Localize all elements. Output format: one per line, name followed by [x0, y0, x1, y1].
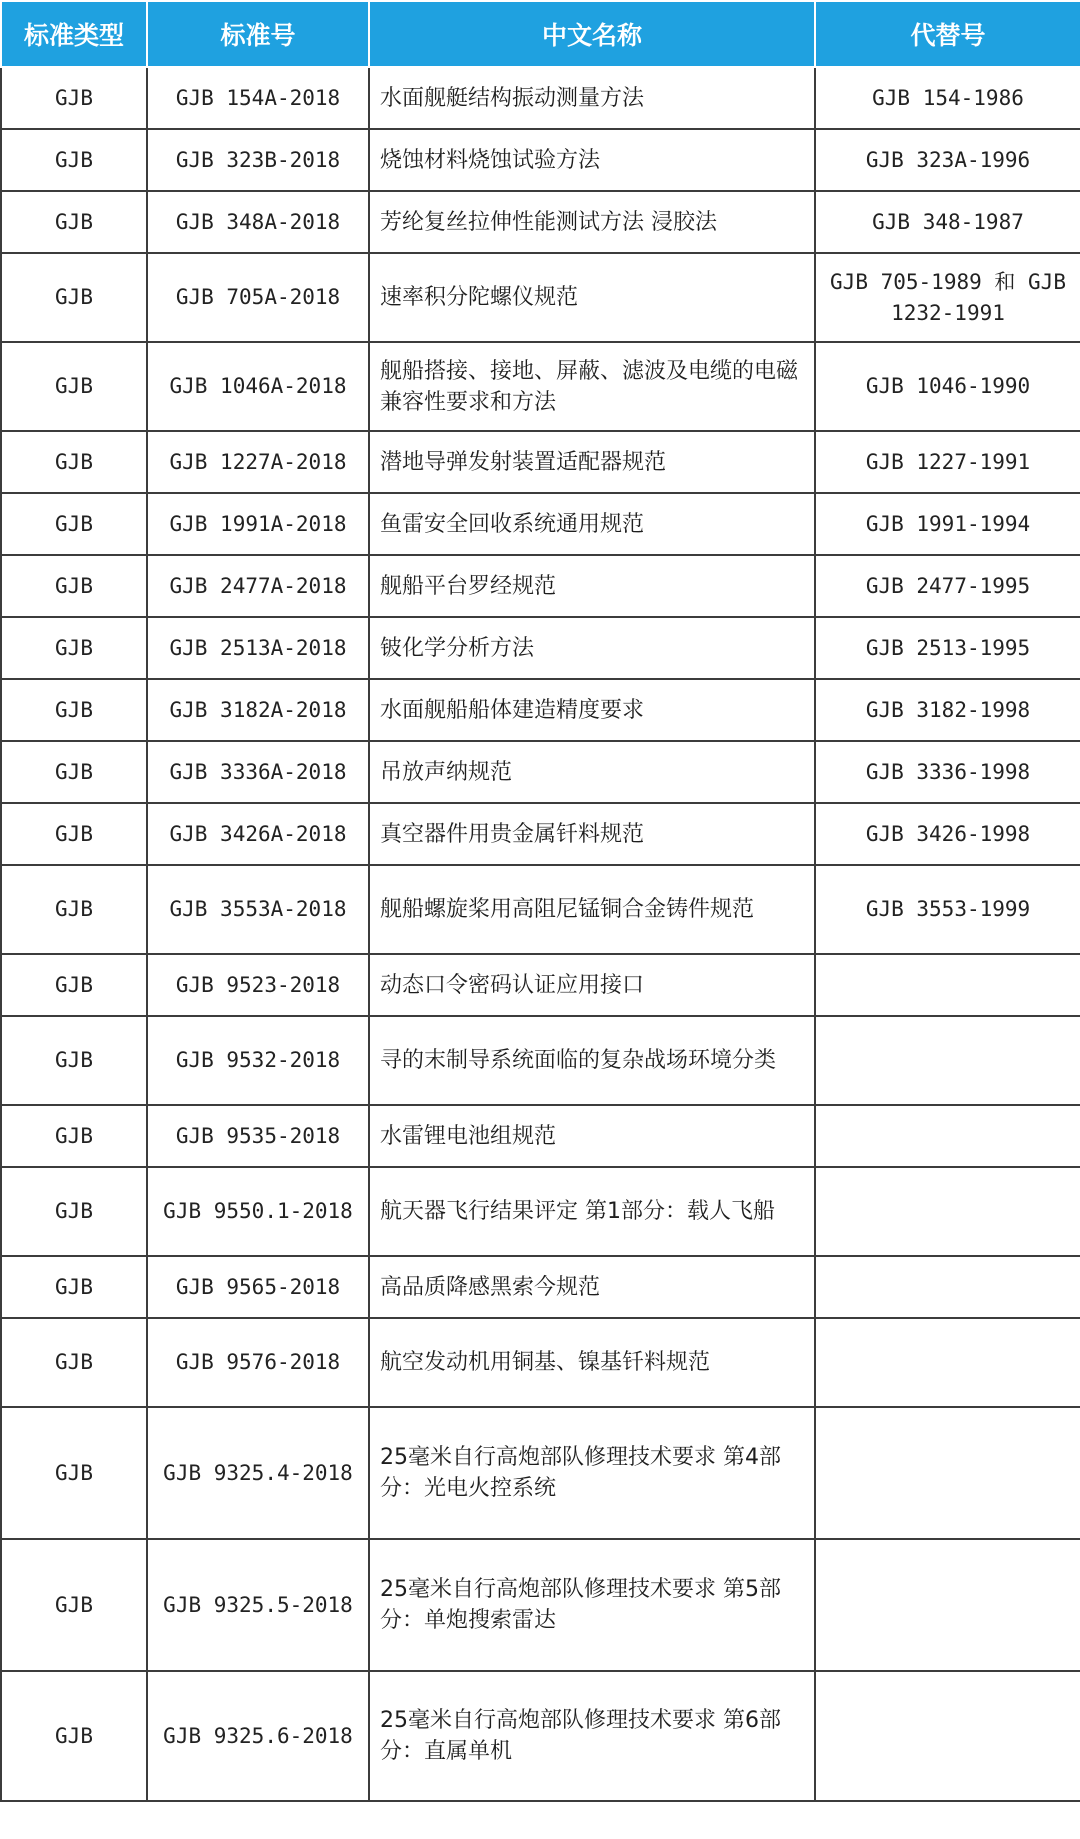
- cell-number: GJB 154A-2018: [147, 67, 369, 129]
- cell-replace: [815, 1671, 1080, 1801]
- cell-number: GJB 1046A-2018: [147, 342, 369, 431]
- table-row: [1, 865, 1080, 954]
- table-row: [1, 1105, 1080, 1167]
- cell-replace: GJB 3336-1998: [815, 741, 1080, 803]
- cell-name: 舰船螺旋桨用高阻尼锰铜合金铸件规范: [369, 865, 815, 954]
- cell-number: GJB 348A-2018: [147, 191, 369, 253]
- cell-number: GJB 3182A-2018: [147, 679, 369, 741]
- cell-type: GJB: [1, 129, 147, 191]
- cell-name: 航天器飞行结果评定 第1部分：载人飞船: [369, 1167, 815, 1256]
- header-standard-type: 标准类型: [1, 1, 147, 67]
- cell-number: GJB 9523-2018: [147, 954, 369, 1016]
- cell-number: GJB 9576-2018: [147, 1318, 369, 1407]
- cell-type: GJB: [1, 741, 147, 803]
- header-replaces: 代替号: [815, 1, 1080, 67]
- table-row: [1, 679, 1080, 741]
- cell-name: 水面舰船船体建造精度要求: [369, 679, 815, 741]
- cell-replace: GJB 1046-1990: [815, 342, 1080, 431]
- cell-type: GJB: [1, 865, 147, 954]
- table-row: [1, 1016, 1080, 1105]
- cell-name: 25毫米自行高炮部队修理技术要求 第6部分：直属单机: [369, 1671, 815, 1801]
- cell-number: GJB 9535-2018: [147, 1105, 369, 1167]
- cell-replace: [815, 1016, 1080, 1105]
- cell-type: GJB: [1, 954, 147, 1016]
- table-row: [1, 493, 1080, 555]
- cell-replace: GJB 348-1987: [815, 191, 1080, 253]
- cell-number: GJB 9325.6-2018: [147, 1671, 369, 1801]
- cell-name: 速率积分陀螺仪规范: [369, 253, 815, 342]
- table-row: [1, 954, 1080, 1016]
- table-header-row: [1, 1, 1080, 67]
- cell-type: GJB: [1, 1016, 147, 1105]
- table-row: [1, 741, 1080, 803]
- cell-number: GJB 323B-2018: [147, 129, 369, 191]
- table-row: [1, 1671, 1080, 1801]
- cell-type: GJB: [1, 1671, 147, 1801]
- table-row: [1, 1318, 1080, 1407]
- cell-name: 烧蚀材料烧蚀试验方法: [369, 129, 815, 191]
- cell-replace: GJB 705-1989 和 GJB 1232-1991: [815, 253, 1080, 342]
- cell-name: 25毫米自行高炮部队修理技术要求 第5部分：单炮搜索雷达: [369, 1539, 815, 1671]
- cell-type: GJB: [1, 67, 147, 129]
- cell-type: GJB: [1, 1256, 147, 1318]
- cell-replace: [815, 954, 1080, 1016]
- table-row: [1, 803, 1080, 865]
- cell-name: 25毫米自行高炮部队修理技术要求 第4部分：光电火控系统: [369, 1407, 815, 1539]
- cell-type: GJB: [1, 493, 147, 555]
- cell-type: GJB: [1, 555, 147, 617]
- cell-replace: [815, 1256, 1080, 1318]
- cell-type: GJB: [1, 1539, 147, 1671]
- cell-replace: GJB 3182-1998: [815, 679, 1080, 741]
- cell-name: 舰船平台罗经规范: [369, 555, 815, 617]
- cell-number: GJB 2513A-2018: [147, 617, 369, 679]
- table-row: [1, 253, 1080, 342]
- cell-replace: GJB 154-1986: [815, 67, 1080, 129]
- cell-replace: GJB 323A-1996: [815, 129, 1080, 191]
- cell-number: GJB 9532-2018: [147, 1016, 369, 1105]
- cell-number: GJB 9550.1-2018: [147, 1167, 369, 1256]
- cell-type: GJB: [1, 679, 147, 741]
- cell-type: GJB: [1, 191, 147, 253]
- cell-name: 芳纶复丝拉伸性能测试方法 浸胶法: [369, 191, 815, 253]
- cell-replace: GJB 3553-1999: [815, 865, 1080, 954]
- table-row: [1, 129, 1080, 191]
- cell-replace: GJB 1991-1994: [815, 493, 1080, 555]
- cell-type: GJB: [1, 803, 147, 865]
- cell-type: GJB: [1, 342, 147, 431]
- table-row: [1, 617, 1080, 679]
- cell-replace: [815, 1407, 1080, 1539]
- cell-type: GJB: [1, 1167, 147, 1256]
- table-row: [1, 1167, 1080, 1256]
- cell-number: GJB 3336A-2018: [147, 741, 369, 803]
- cell-name: 高品质降感黑索今规范: [369, 1256, 815, 1318]
- cell-number: GJB 9325.4-2018: [147, 1407, 369, 1539]
- cell-name: 舰船搭接、接地、屏蔽、滤波及电缆的电磁兼容性要求和方法: [369, 342, 815, 431]
- cell-name: 潜地导弹发射装置适配器规范: [369, 431, 815, 493]
- cell-number: GJB 705A-2018: [147, 253, 369, 342]
- cell-number: GJB 9325.5-2018: [147, 1539, 369, 1671]
- cell-type: GJB: [1, 617, 147, 679]
- cell-replace: GJB 1227-1991: [815, 431, 1080, 493]
- cell-replace: GJB 2513-1995: [815, 617, 1080, 679]
- cell-number: GJB 9565-2018: [147, 1256, 369, 1318]
- table-row: [1, 1407, 1080, 1539]
- cell-type: GJB: [1, 1318, 147, 1407]
- table-row: [1, 191, 1080, 253]
- header-chinese-name: 中文名称: [369, 1, 815, 67]
- cell-replace: GJB 3426-1998: [815, 803, 1080, 865]
- cell-replace: [815, 1539, 1080, 1671]
- table-row: [1, 342, 1080, 431]
- header-standard-number: 标准号: [147, 1, 369, 67]
- table-row: [1, 555, 1080, 617]
- cell-number: GJB 3553A-2018: [147, 865, 369, 954]
- cell-replace: [815, 1167, 1080, 1256]
- cell-replace: [815, 1105, 1080, 1167]
- table-row: [1, 1539, 1080, 1671]
- cell-name: 动态口令密码认证应用接口: [369, 954, 815, 1016]
- cell-replace: GJB 2477-1995: [815, 555, 1080, 617]
- table-row: [1, 1256, 1080, 1318]
- cell-name: 真空器件用贵金属钎料规范: [369, 803, 815, 865]
- cell-number: GJB 1991A-2018: [147, 493, 369, 555]
- cell-number: GJB 2477A-2018: [147, 555, 369, 617]
- cell-name: 寻的末制导系统面临的复杂战场环境分类: [369, 1016, 815, 1105]
- cell-type: GJB: [1, 1407, 147, 1539]
- cell-name: 鱼雷安全回收系统通用规范: [369, 493, 815, 555]
- cell-name: 航空发动机用铜基、镍基钎料规范: [369, 1318, 815, 1407]
- table-row: [1, 67, 1080, 129]
- cell-replace: [815, 1318, 1080, 1407]
- cell-number: GJB 1227A-2018: [147, 431, 369, 493]
- table-row: [1, 431, 1080, 493]
- cell-type: GJB: [1, 431, 147, 493]
- cell-type: GJB: [1, 1105, 147, 1167]
- cell-name: 铍化学分析方法: [369, 617, 815, 679]
- cell-type: GJB: [1, 253, 147, 342]
- cell-number: GJB 3426A-2018: [147, 803, 369, 865]
- cell-name: 水雷锂电池组规范: [369, 1105, 815, 1167]
- cell-name: 吊放声纳规范: [369, 741, 815, 803]
- cell-name: 水面舰艇结构振动测量方法: [369, 67, 815, 129]
